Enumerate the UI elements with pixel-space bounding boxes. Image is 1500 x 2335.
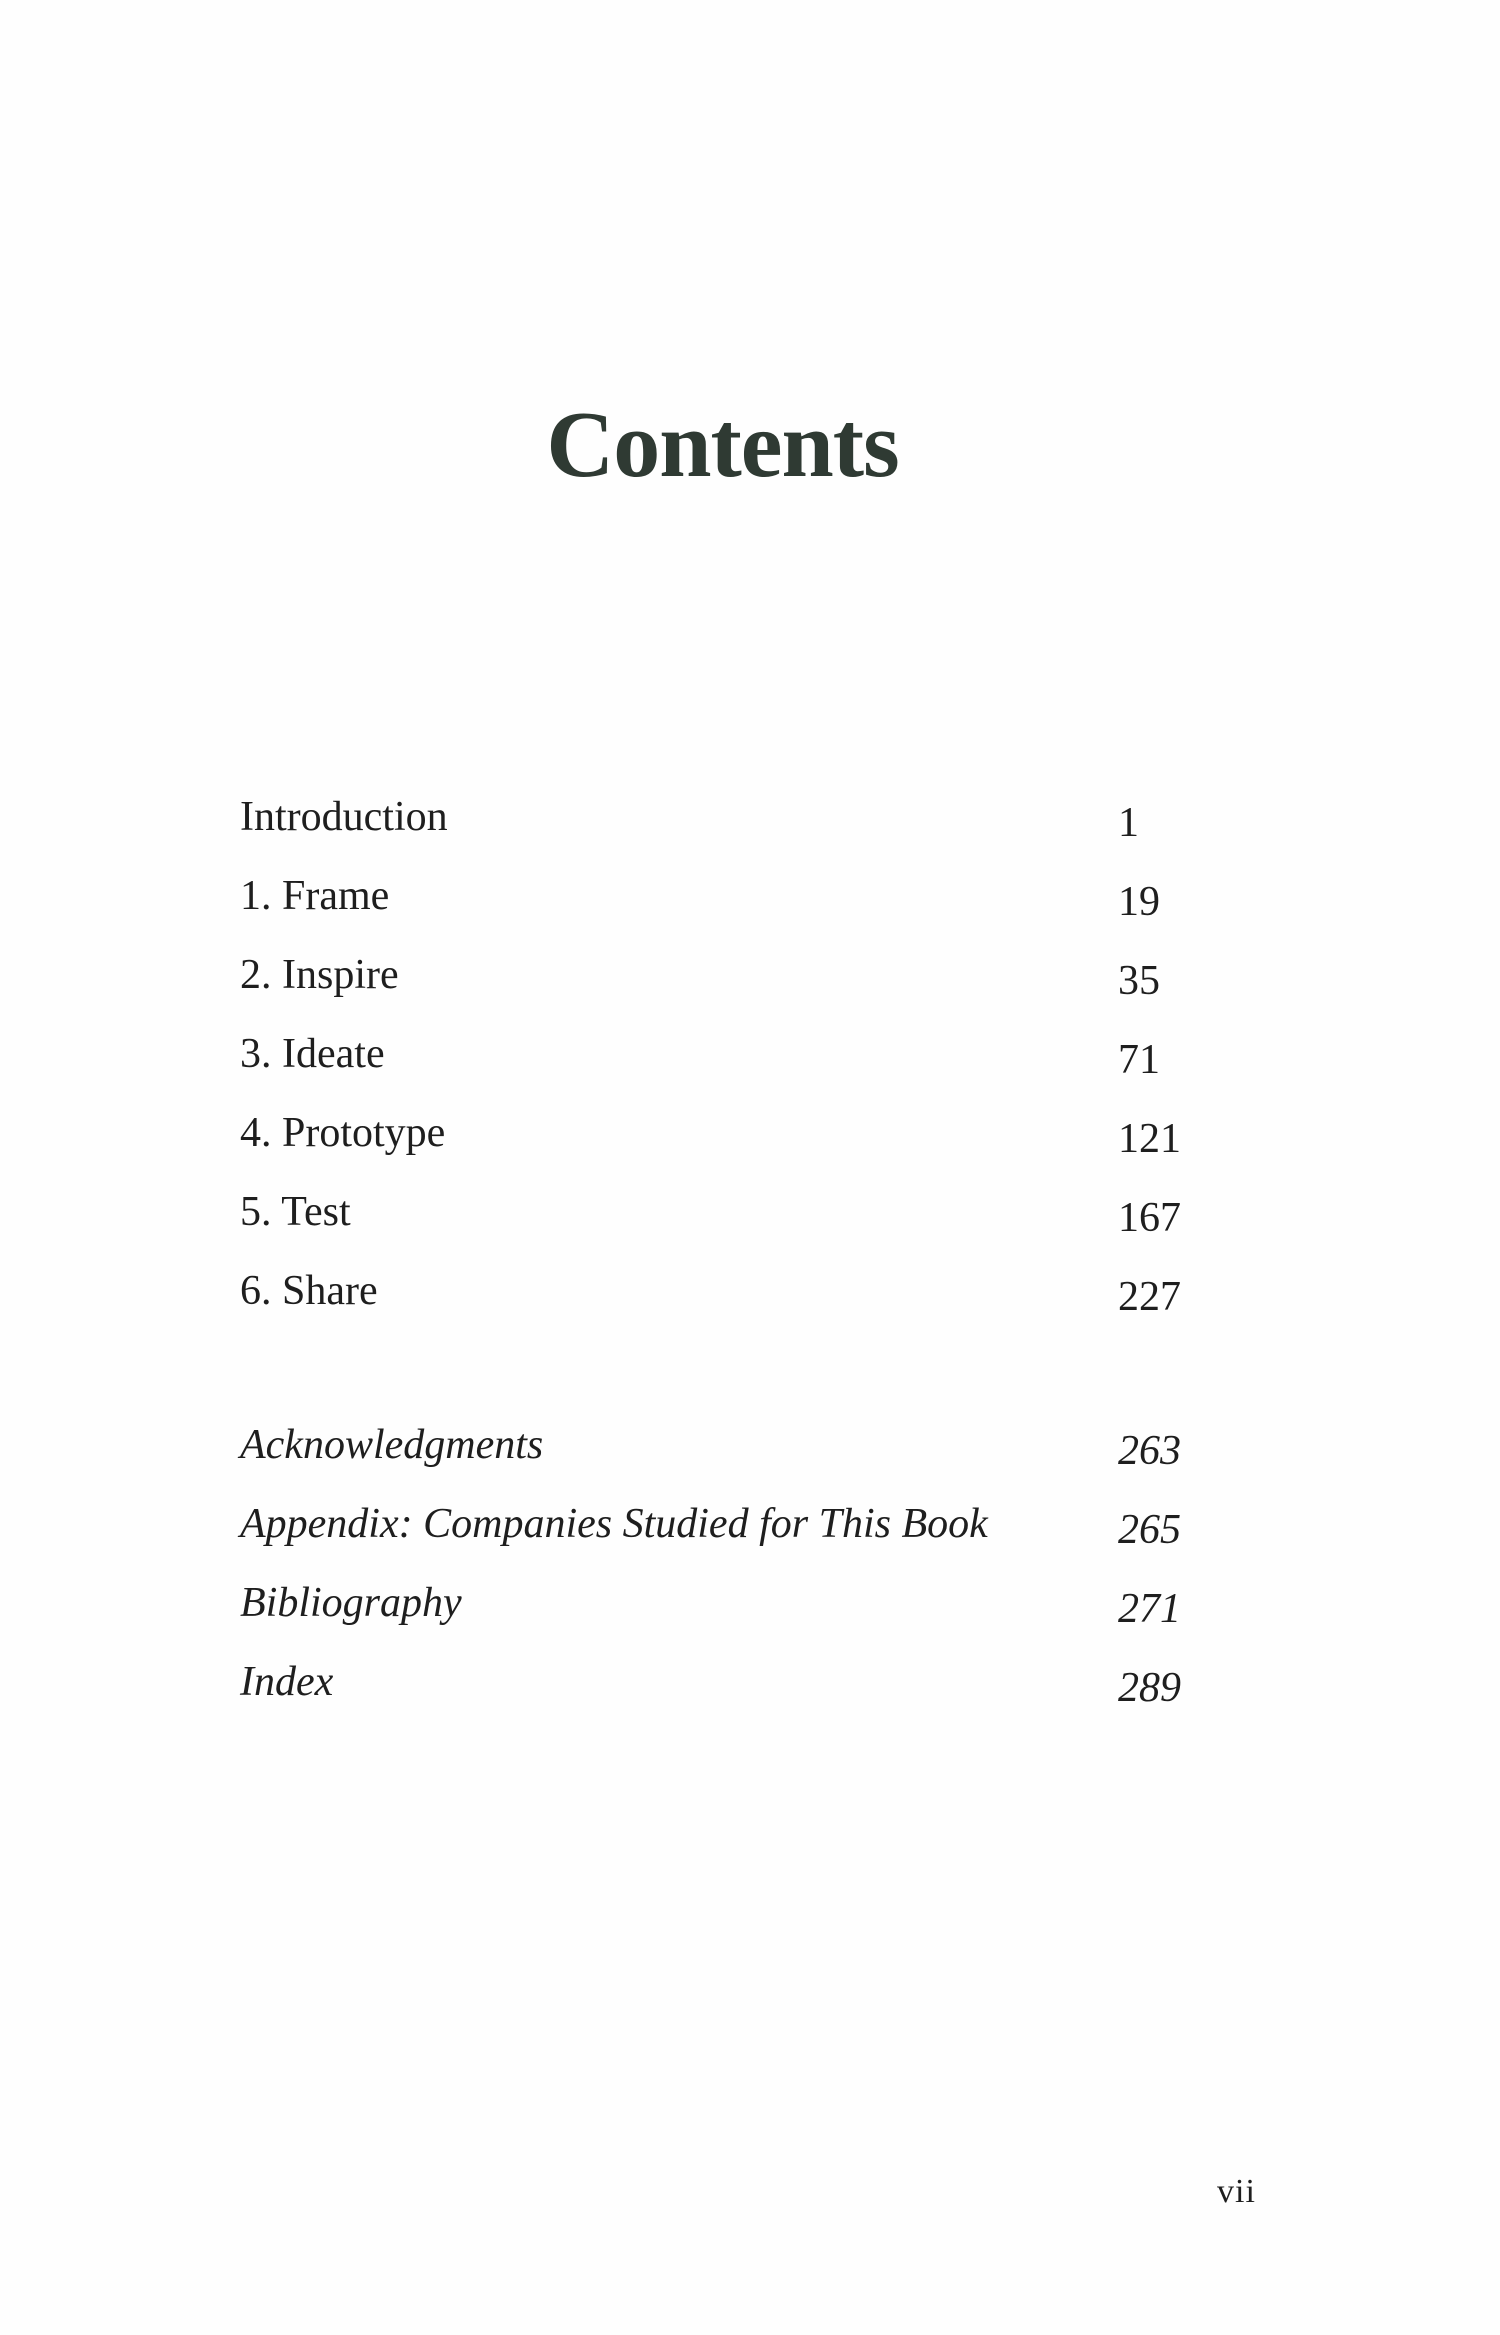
- toc-entry-label: 4. Prototype: [240, 1110, 446, 1156]
- toc-entry-page: 19: [1118, 879, 1160, 925]
- toc-entry-label: Acknowledgments: [240, 1422, 544, 1468]
- toc-entry-page: 71: [1118, 1037, 1160, 1083]
- toc-entry-label: 3. Ideate: [240, 1031, 385, 1077]
- toc-entry-share: [240, 1266, 1240, 1345]
- toc-entry-label: Bibliography: [240, 1580, 462, 1626]
- toc-entry-frame: [240, 871, 1240, 950]
- toc-entry-inspire: [240, 950, 1240, 1029]
- toc-entry-page: 1: [1118, 800, 1139, 846]
- toc-entry-label: 2. Inspire: [240, 952, 399, 998]
- toc-entry-bibliography: [240, 1578, 1240, 1657]
- toc-entry-label: Index: [240, 1659, 334, 1705]
- page-title: Contents: [546, 393, 899, 497]
- toc-entry-introduction: [240, 792, 1240, 871]
- toc-entry-acknowledgments: [240, 1420, 1240, 1499]
- toc-entry-appendix: [240, 1499, 1240, 1578]
- toc-entry-label: Introduction: [240, 794, 448, 840]
- toc-entry-page: 265: [1118, 1507, 1181, 1553]
- toc-entry-page: 227: [1118, 1274, 1181, 1320]
- toc-entry-page: 35: [1118, 958, 1160, 1004]
- toc-entry-test: [240, 1187, 1240, 1266]
- toc-entry-prototype: [240, 1108, 1240, 1187]
- toc-entry-page: 289: [1118, 1665, 1181, 1711]
- page-number-folio: vii: [1217, 2173, 1256, 2210]
- toc-entry-label: 1. Frame: [240, 873, 390, 919]
- section-gap: [240, 1345, 1240, 1420]
- toc-entry-page: 271: [1118, 1586, 1181, 1632]
- toc-entry-page: 263: [1118, 1428, 1181, 1474]
- toc-entry-page: 121: [1118, 1116, 1181, 1162]
- toc-entry-index: [240, 1657, 1240, 1736]
- toc-entry-label: 5. Test: [240, 1189, 351, 1235]
- toc-entry-page: 167: [1118, 1195, 1181, 1241]
- table-of-contents: [240, 792, 1240, 1736]
- toc-entry-label: 6. Share: [240, 1268, 378, 1314]
- toc-entry-ideate: [240, 1029, 1240, 1108]
- toc-entry-label: Appendix: Companies Studied for This Book: [240, 1501, 988, 1547]
